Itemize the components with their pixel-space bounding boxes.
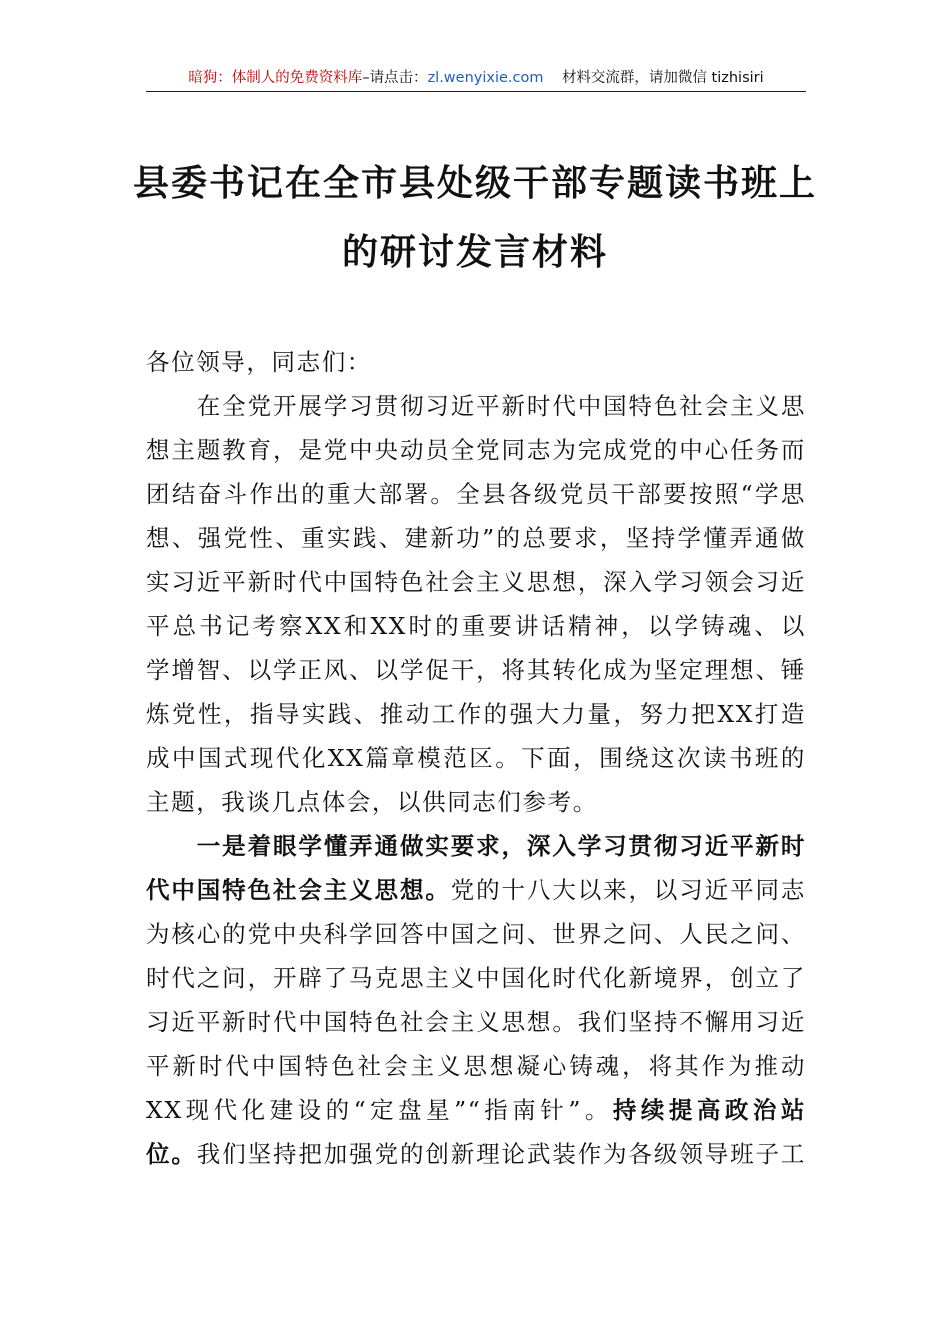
page-header [146, 64, 806, 92]
header-spacer [544, 70, 562, 86]
header-link[interactable]: zl.wenyixie.com [427, 70, 544, 86]
paragraph-2-text: 党的十八大以来，以习近平同志 [450, 876, 806, 904]
paragraph-2-line [146, 1088, 806, 1132]
paragraph-1-line: 主题，我谈几点体会，以供同志们参考。 [146, 788, 598, 816]
subheading-bold: 持续提高政治站 [612, 1096, 807, 1124]
paragraph-2-line [146, 868, 806, 912]
paragraph-1-line: 成中国式现代化XX篇章模范区。下面，围绕这次读书班的 [146, 744, 806, 772]
paragraph-2-line: 平新时代中国特色社会主义思想凝心铸魂，将其作为推动 [146, 1052, 806, 1080]
paragraph-2-line: 时代之问，开辟了马克思主义中国化时代化新境界，创立了 [146, 964, 806, 992]
paragraph-1-line: 平总书记考察XX和XX时的重要讲话精神，以学铸魂、以 [146, 612, 806, 640]
document-title-line-2: 的研讨发言材料 [341, 231, 608, 273]
document-title-line-1: 县委书记在全市县处级干部专题读书班上 [132, 162, 817, 204]
paragraph-2-line: 为核心的党中央科学回答中国之问、世界之问、人民之问、 [146, 920, 806, 948]
paragraph-2-line: 习近平新时代中国特色社会主义思想。我们坚持不懈用习近 [146, 1008, 806, 1036]
header-site-name: 暗狗：体制人的免费资料库 [188, 70, 363, 86]
paragraph-2-text: XX现代化建设的“定盘星”“指南针”。 [146, 1096, 613, 1124]
paragraph-1-line: 在全党开展学习贯彻习近平新时代中国特色社会主义思 [146, 392, 806, 420]
header-click-prompt: –请点击： [362, 70, 428, 86]
paragraph-1-line: 实习近平新时代中国特色社会主义思想，深入学习领会习近 [146, 568, 806, 596]
paragraph-1-line: 想主题教育，是党中央动员全党同志为完成党的中心任务而 [146, 436, 806, 464]
greeting: 各位领导，同志们： [146, 348, 372, 376]
paragraph-2-heading-line [146, 824, 806, 868]
document-body [146, 340, 806, 1176]
paragraph-2-line [146, 1132, 806, 1176]
subheading-bold: 位。 [146, 1140, 197, 1168]
header-wechat-info: 材料交流群，请加微信 tizhisiri [561, 70, 764, 86]
paragraph-1-line: 炼党性，指导实践、推动工作的强大力量，努力把XX打造 [146, 700, 806, 728]
paragraph-1-line: 团结奋斗作出的重大部署。全县各级党员干部要按照“学思 [146, 480, 806, 508]
section-heading-bold: 代中国特色社会主义思想。 [146, 876, 451, 904]
paragraph-1-line: 学增智、以学正风、以学促干，将其转化成为坚定理想、锤 [146, 656, 806, 684]
paragraph-2-text: 我们坚持把加强党的创新理论武装作为各级领导班子工 [196, 1140, 806, 1168]
paragraph-1-line: 想、强党性、重实践、建新功”的总要求，坚持学懂弄通做 [146, 524, 806, 552]
section-heading-bold: 一是着眼学懂弄通做实要求，深入学习贯彻习近平新时 [146, 832, 806, 860]
